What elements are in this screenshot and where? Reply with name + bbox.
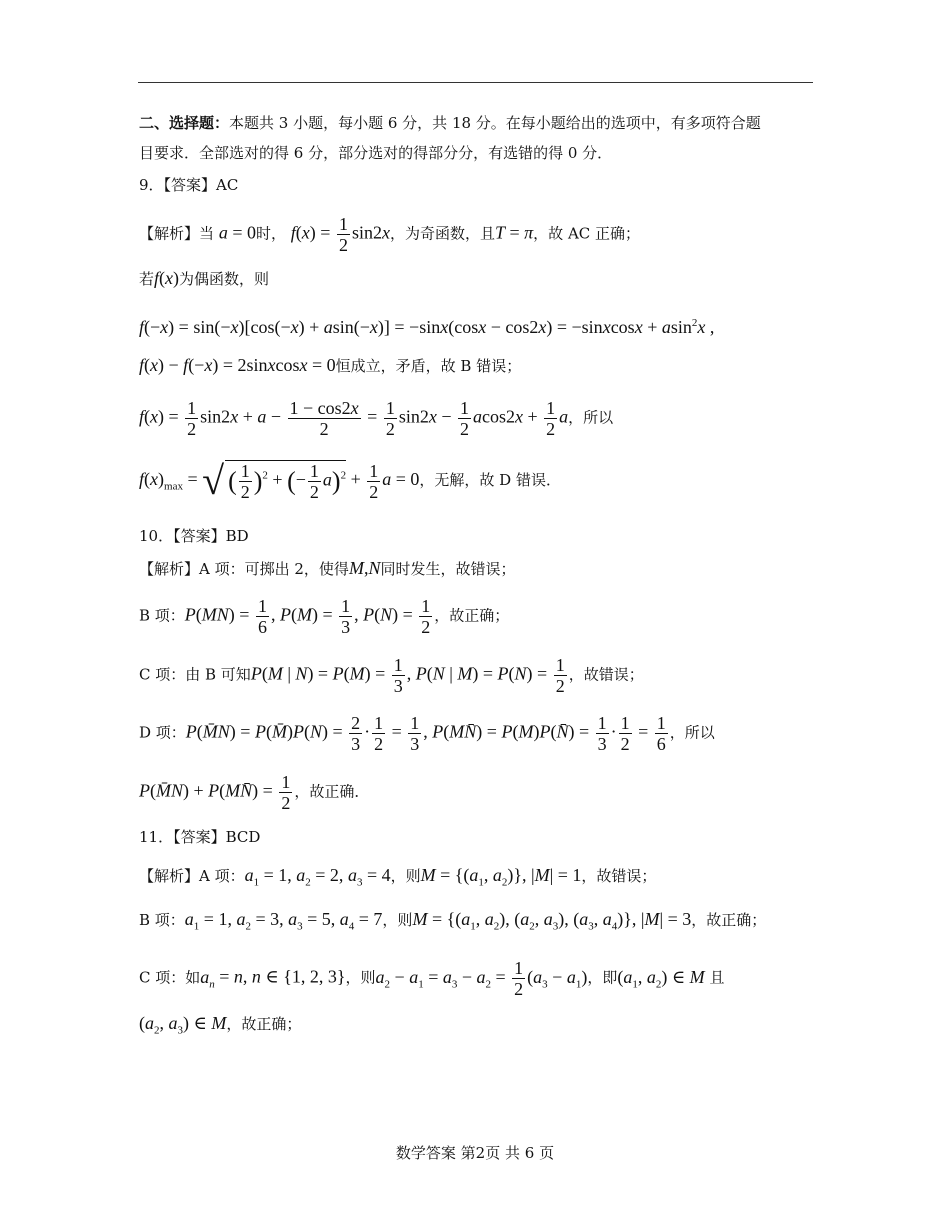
q9-line2: 若f(x)为偶函数，则 <box>139 268 270 288</box>
q9-line6: $f(x)_{max}$ = √ ( $\frac{1}{2}$ )$^2$ + (− $\frac{1}{2}$ a)$^2$ + $\frac{1}{2}$ a = 0，无解，故 D 错误． <box>139 458 561 503</box>
q10-d: D 项：P(M̄N) = P(M̄)P(N) = $\frac{2}{3}$ · $\frac{1}{2}$ = $\frac{1}{3}$ , P(MN̄) = P(M)P(N̄) = $\frac{1}{3}$ · $\frac{1}{2}$ = $\frac{1}{6}$ ，所以 <box>139 713 715 754</box>
q9-line5: f(x) = $\frac{1}{2}$ sin2x + a − $\frac{1 - \cos 2x}{2}$ = $\frac{1}{2}$ sin2x − $\frac{1}{2}$ acos2x + $\frac{1}{2}$ a，所以 <box>139 398 614 439</box>
section-intro-line2: 目要求．全部选对的得 6 分，部分选对的得部分分，有选错的得 0 分． <box>139 144 613 162</box>
q11-a: 【解析】A 项：$a_1 = 1$, $a_2 = 2$, $a_3 = 4$，则$M = \{(a_1$, $a_2$)}, |M| = 1，故错误； <box>139 865 657 889</box>
top-rule <box>138 82 813 83</box>
q11-c2: ($a_2$, $a_3$) ∈ M，故正确； <box>139 1013 302 1037</box>
q11-c: C 项：如$a_n = n$, n ∈ {1, 2, 3}，则$a_2 - a_1 = a_3 - a_2$ = $\frac{1}{2}$ $(a_3 - a_1)$，即($a_1$, $a_2$) ∈ M 且 <box>139 958 725 999</box>
page-footer: 数学答案 第2页 共 6 页 <box>395 1144 555 1162</box>
q11-b: B 项：$a_1 = 1$, $a_2 = 3$, $a_3 = 5$, $a_4 = 7$，则$M = \{(a_1$, $a_2$), ($a_2$, $a_3$), ($a_3$, $a_4$)}, |M| = 3，故正确； <box>139 909 767 933</box>
q10-answer: 10．【答案】BD <box>139 527 249 545</box>
q9-line3: f(−x) = sin(−x)[cos(−x) + asin(−x)] = −sinx(cosx − cos2x) = −sinxcosx + asin$^2$x , <box>139 317 715 337</box>
q10-c: C 项：由 B 可知P(M | N) = P(M) = $\frac{1}{3}$ , P(N | M) = P(N) = $\frac{1}{2}$ ，故错误； <box>139 655 644 696</box>
q10-a: 【解析】A 项：可掷出 2，使得M,N同时发生，故错误； <box>139 558 516 578</box>
q9-line1: 【解析】当 a = 0时， f(x) = $\frac{1}{2}$ sin2x，为奇函数，且T = π，故 AC 正确； <box>139 214 641 255</box>
q9-answer: 9．【答案】AC <box>139 176 239 194</box>
q10-b: B 项：P(MN) = $\frac{1}{6}$ , P(M) = $\frac{1}{3}$ , P(N) = $\frac{1}{2}$ ，故正确； <box>139 596 510 637</box>
q9-line4: f(x) − f(−x) = 2sinxcosx = 0恒成立，矛盾，故 B 错误； <box>139 355 522 375</box>
q11-answer: 11．【答案】BCD <box>139 828 261 846</box>
q10-d2: P(M̄N) + P(MN̄) = $\frac{1}{2}$ ，故正确． <box>139 772 370 813</box>
section-heading: 二、选择题： <box>139 114 230 132</box>
section-intro-line1: 二、选择题：本题共 3 小题，每小题 6 分，共 18 分。在每小题给出的选项中，有多项符合题 <box>139 114 761 132</box>
